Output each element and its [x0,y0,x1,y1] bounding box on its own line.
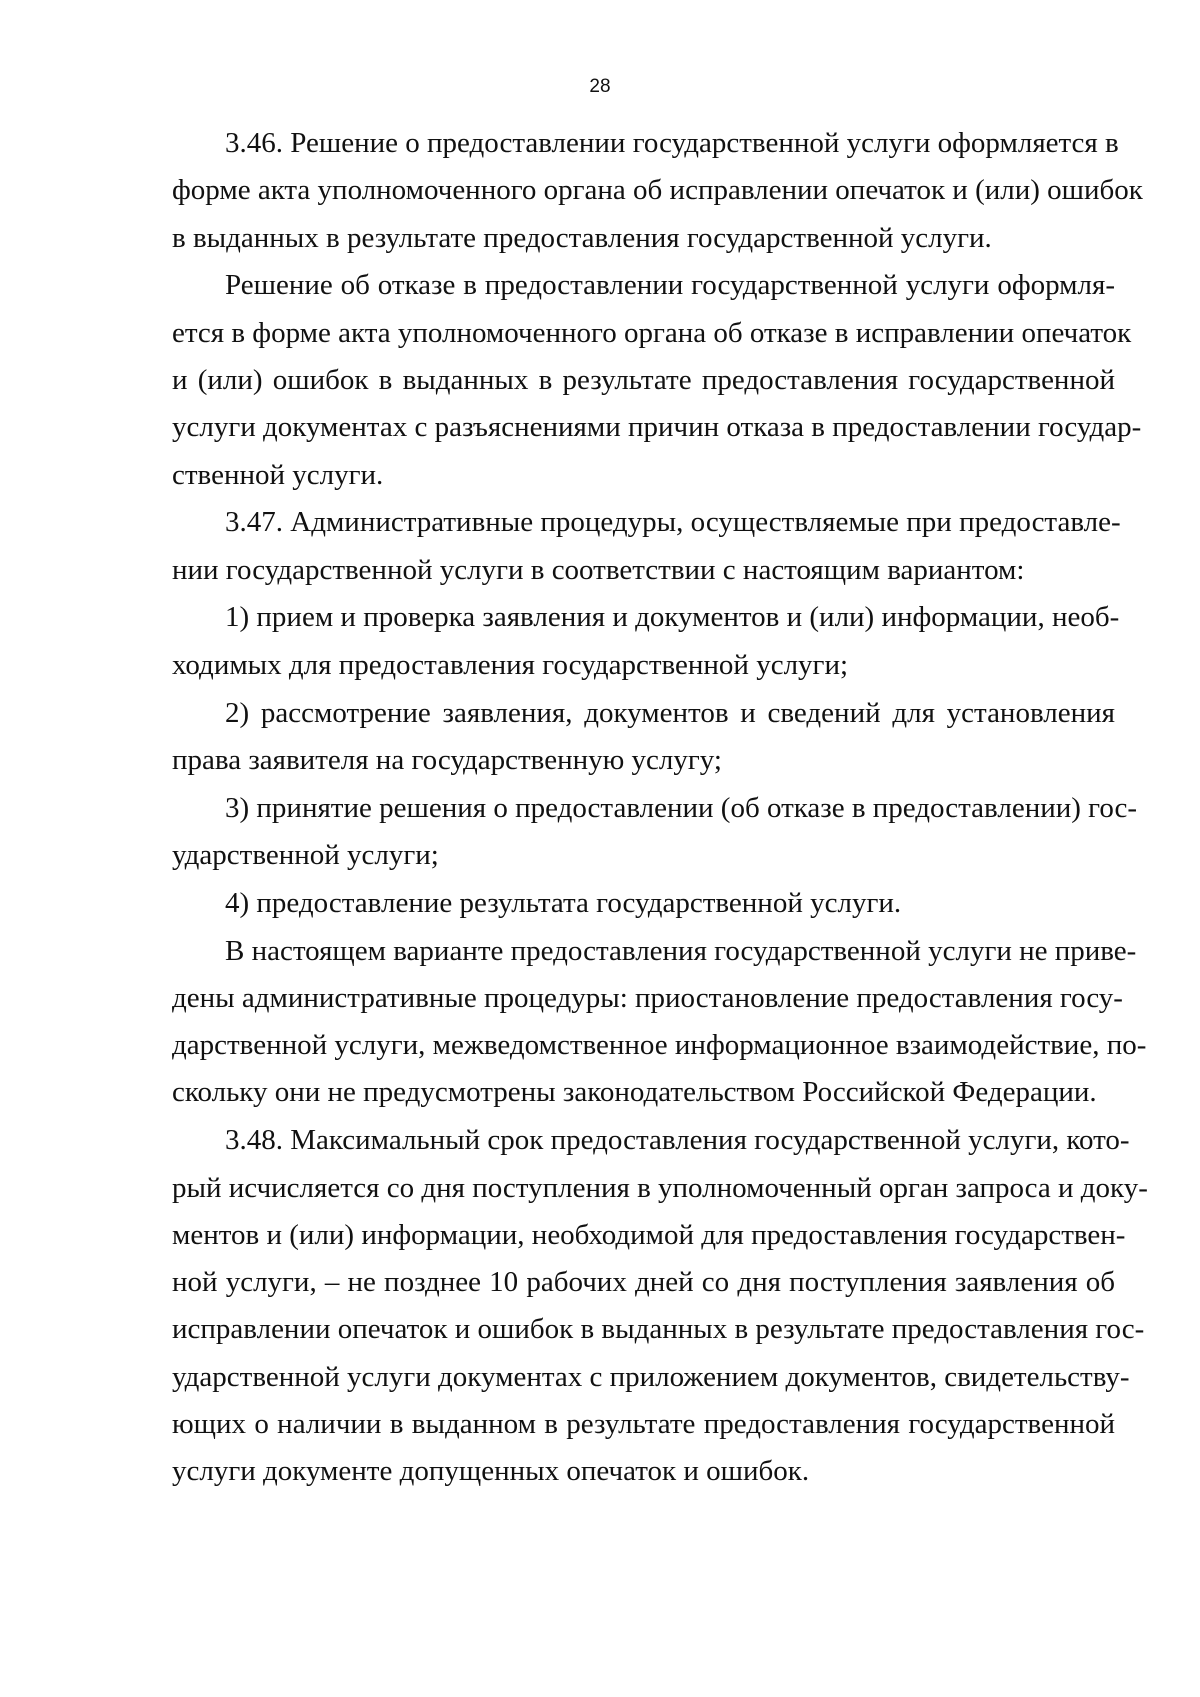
text-line: рый исчисляется со дня поступления в уполномоченный орган запроса и доку- [172,1171,1148,1204]
list-item-4 [172,880,1115,927]
text-line: форме акта уполномоченного органа об исправлении опечаток и (или) ошибок [172,174,1143,207]
text-line: 4) предоставление результата государственной услуги. [225,886,902,919]
list-item-1 [172,594,1120,689]
list-item-2 [172,690,1115,785]
text-line: ходимых для предоставления государственной услуги; [172,648,849,681]
text-line: ется в форме акта уполномоченного органа об отказе в исправлении опечаток [172,316,1132,349]
text-line: ственной услуги. [172,458,384,491]
text-line: дены административные процедуры: приостановление предоставления госу- [172,981,1123,1014]
text-line: исправлении опечаток и ошибок в выданных в результате предоставления гос- [172,1313,1145,1346]
text-line: В настоящем варианте предоставления государственной услуги не приве- [225,934,1137,967]
text-line: ющих о наличии в выданном в результате предоставления государственной [172,1408,1115,1441]
text-line: 3.46. Решение о предоставлении государственной услуги оформляется в [225,127,1119,159]
paragraph-3-47 [172,499,1121,594]
text-line: дарственной услуги, межведомственное информационное взаимодействие, по- [172,1029,1147,1062]
text-line: 2) рассмотрение заявления, документов и сведений для установления [225,696,1115,729]
text-line: ударственной услуги; [172,838,439,871]
text-line: ной услуги, – не позднее 10 рабочих дней со дня поступления заявления об [172,1266,1115,1299]
text-line: 3.47. Административные процедуры, осуществляемые при предоставле- [225,506,1121,539]
paragraph-omitted-procedures [172,928,1147,1117]
text-line: ударственной услуги документах с приложением документов, свидетельству- [172,1360,1130,1393]
text-line: нии государственной услуги в соответствии с настоящим вариантом: [172,553,1025,586]
document-body [172,120,1148,1496]
text-line: в выданных в результате предоставления государственной услуги. [172,221,992,254]
list-item-3 [172,785,1138,880]
paragraph-refusal-decision [172,262,1142,498]
text-line: и (или) ошибок в выданных в результате предоставления государственной [172,363,1115,396]
text-line: услуги документах с разъяснениями причин отказа в предоставлении государ- [172,411,1142,444]
text-line: 3) принятие решения о предоставлении (об отказе в предоставлении) гос- [225,791,1138,824]
text-line: услуги документе допущенных опечаток и ошибок. [172,1455,810,1488]
text-line: Решение об отказе в предоставлении государственной услуги оформля- [225,269,1115,302]
text-line: ментов и (или) информации, необходимой для предоставления государствен- [172,1218,1126,1251]
text-line: права заявителя на государственную услугу; [172,743,722,776]
text-line: скольку они не предусмотрены законодательством Российской Федерации. [172,1076,1097,1109]
page-number: 28 [589,76,611,97]
paragraph-3-46 [172,120,1143,262]
paragraph-3-48 [172,1117,1148,1495]
text-line: 3.48. Максимальный срок предоставления государственной услуги, кото- [225,1124,1130,1157]
text-line: 1) прием и проверка заявления и документов и (или) информации, необ- [225,601,1120,634]
